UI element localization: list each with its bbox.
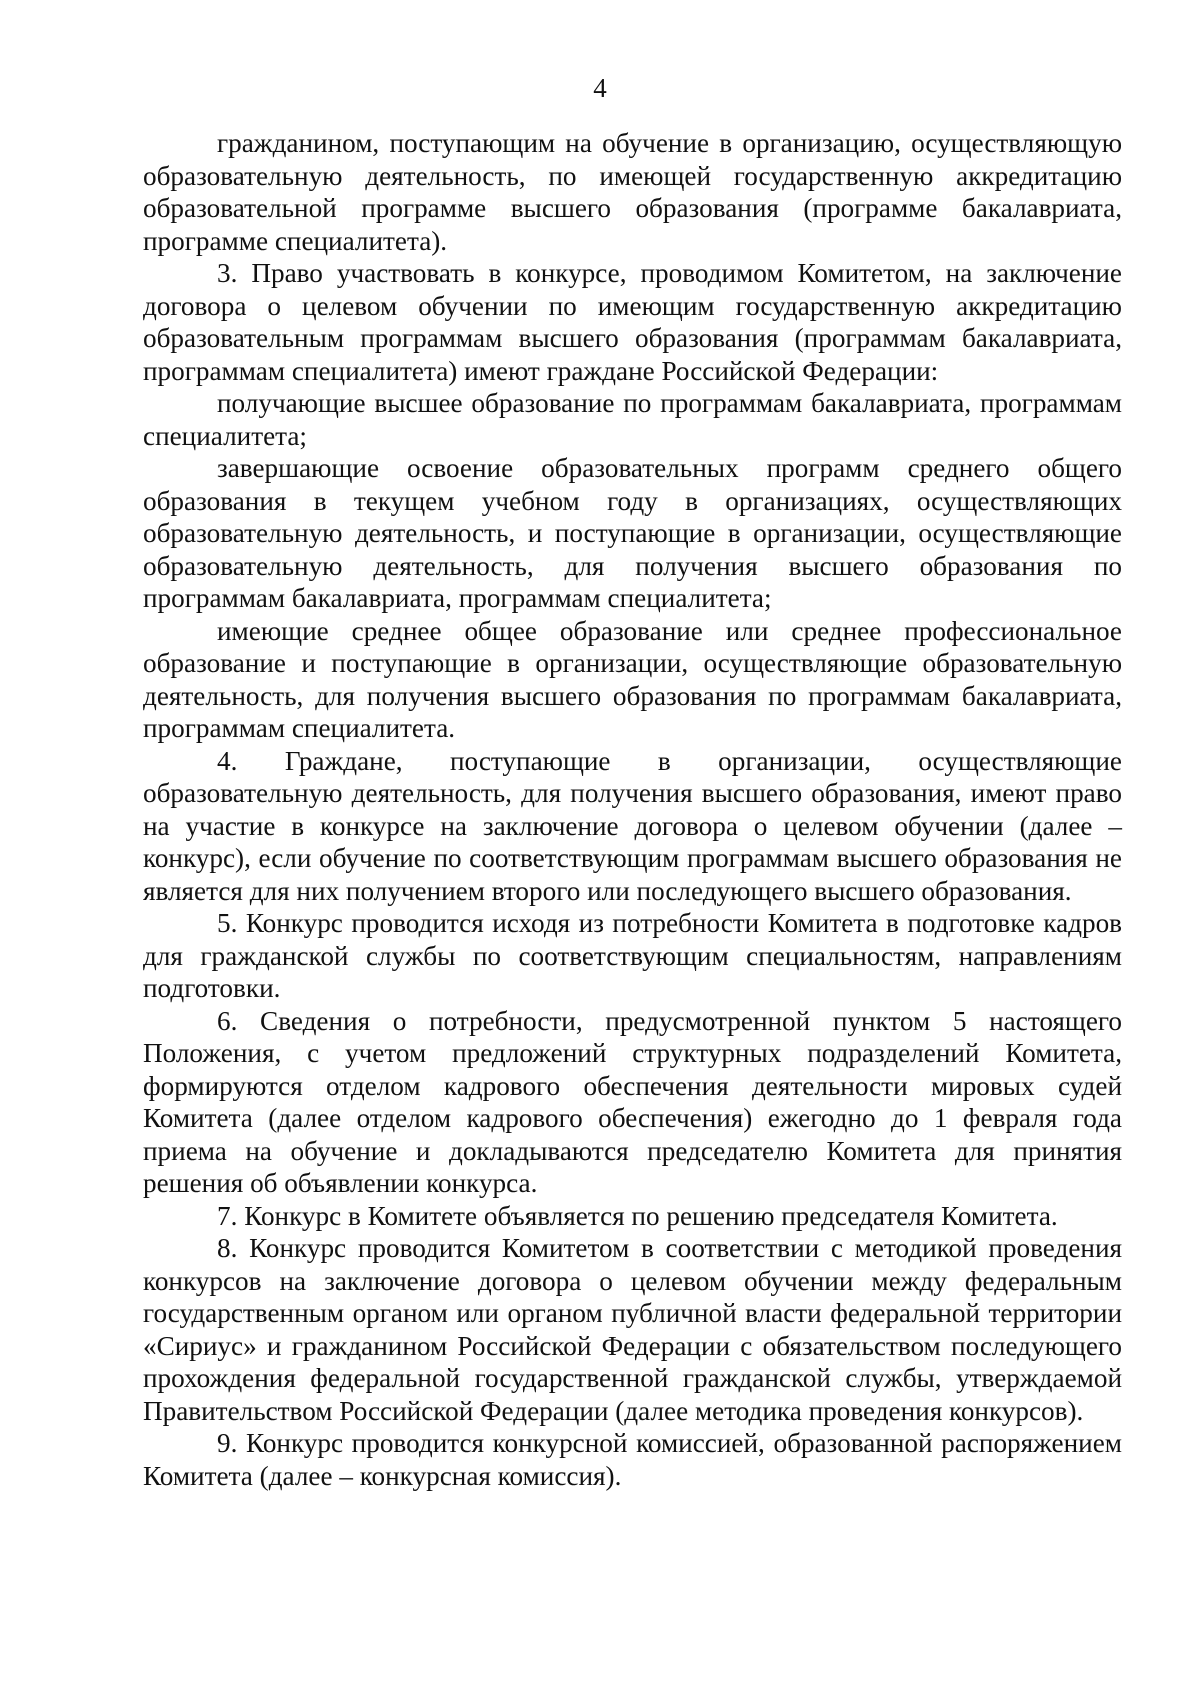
paragraph-3: 3. Право участвовать в конкурсе, проводимом Комитетом, на заключение договора о целевом обучении по имеющим государственную аккредитацию образовательным программам высшего образования (программам бакалавриата, программам специалитета) имеют граждане Российской Федерации:: [143, 258, 1122, 386]
paragraph-6: 6. Сведения о потребности, предусмотренной пунктом 5 настоящего Положения, с учетом предложений структурных подразделений Комитета, формируются отделом кадрового обеспечения деятельности мировых судей Комитета (далее отделом кадрового обеспечения) ежегодно до 1 февраля года приема на обучение и докладываются председателю Комитета для принятия решения об объявлении конкурса.: [143, 1005, 1122, 1198]
paragraph-3-item-1: получающие высшее образование по программам бакалавриата, программам специалитета;: [143, 388, 1122, 451]
paragraph-5: 5. Конкурс проводится исходя из потребности Комитета в подготовке кадров для гражданской службы по соответствующим специальностям, направлениям подготовки.: [143, 908, 1122, 1003]
paragraph-continuation: гражданином, поступающим на обучение в организацию, осуществляющую образовательную деятельность, по имеющей государственную аккредитацию образовательной программе высшего образования (программе бакалавриата, программе специалитета).: [143, 128, 1122, 256]
paragraph-9: 9. Конкурс проводится конкурсной комиссией, образованной распоряжением Комитета (далее – конкурсная комиссия).: [143, 1428, 1122, 1491]
document-body: [143, 127, 1122, 1492]
paragraph-8: 8. Конкурс проводится Комитетом в соответствии с методикой проведения конкурсов на заключение договора о целевом обучении между федеральным государственным органом или органом публичной власти федеральной территории «Сириус» и гражданином Российской Федерации с обязательством последующего прохождения федеральной государственной гражданской службы, утверждаемой Правительством Российской Федерации (далее методика проведения конкурсов).: [143, 1233, 1122, 1426]
page-number: 4: [593, 73, 607, 103]
paragraph-4: 4. Граждане, поступающие в организации, осуществляющие образовательную деятельность, для получения высшего образования, имеют право на участие в конкурсе на заключение договора о целевом обучении (далее – конкурс), если обучение по соответствующим программам высшего образования не является для них получением второго или последующего высшего образования.: [143, 745, 1122, 906]
paragraph-3-item-2: завершающие освоение образовательных программ среднего общего образования в текущем учебном году в организациях, осуществляющих образовательную деятельность, и поступающие в организации, осуществляющие образовательную деятельность, для получения высшего образования по программам бакалавриата, программам специалитета;: [143, 453, 1122, 613]
paragraph-7: 7. Конкурс в Комитете объявляется по решению председателя Комитета.: [217, 1200, 1058, 1231]
paragraph-3-item-3: имеющие среднее общее образование или среднее профессиональное образование и поступающие в организации, осуществляющие образовательную деятельность, для получения высшего образования по программам бакалавриата, программам специалитета.: [143, 615, 1122, 743]
